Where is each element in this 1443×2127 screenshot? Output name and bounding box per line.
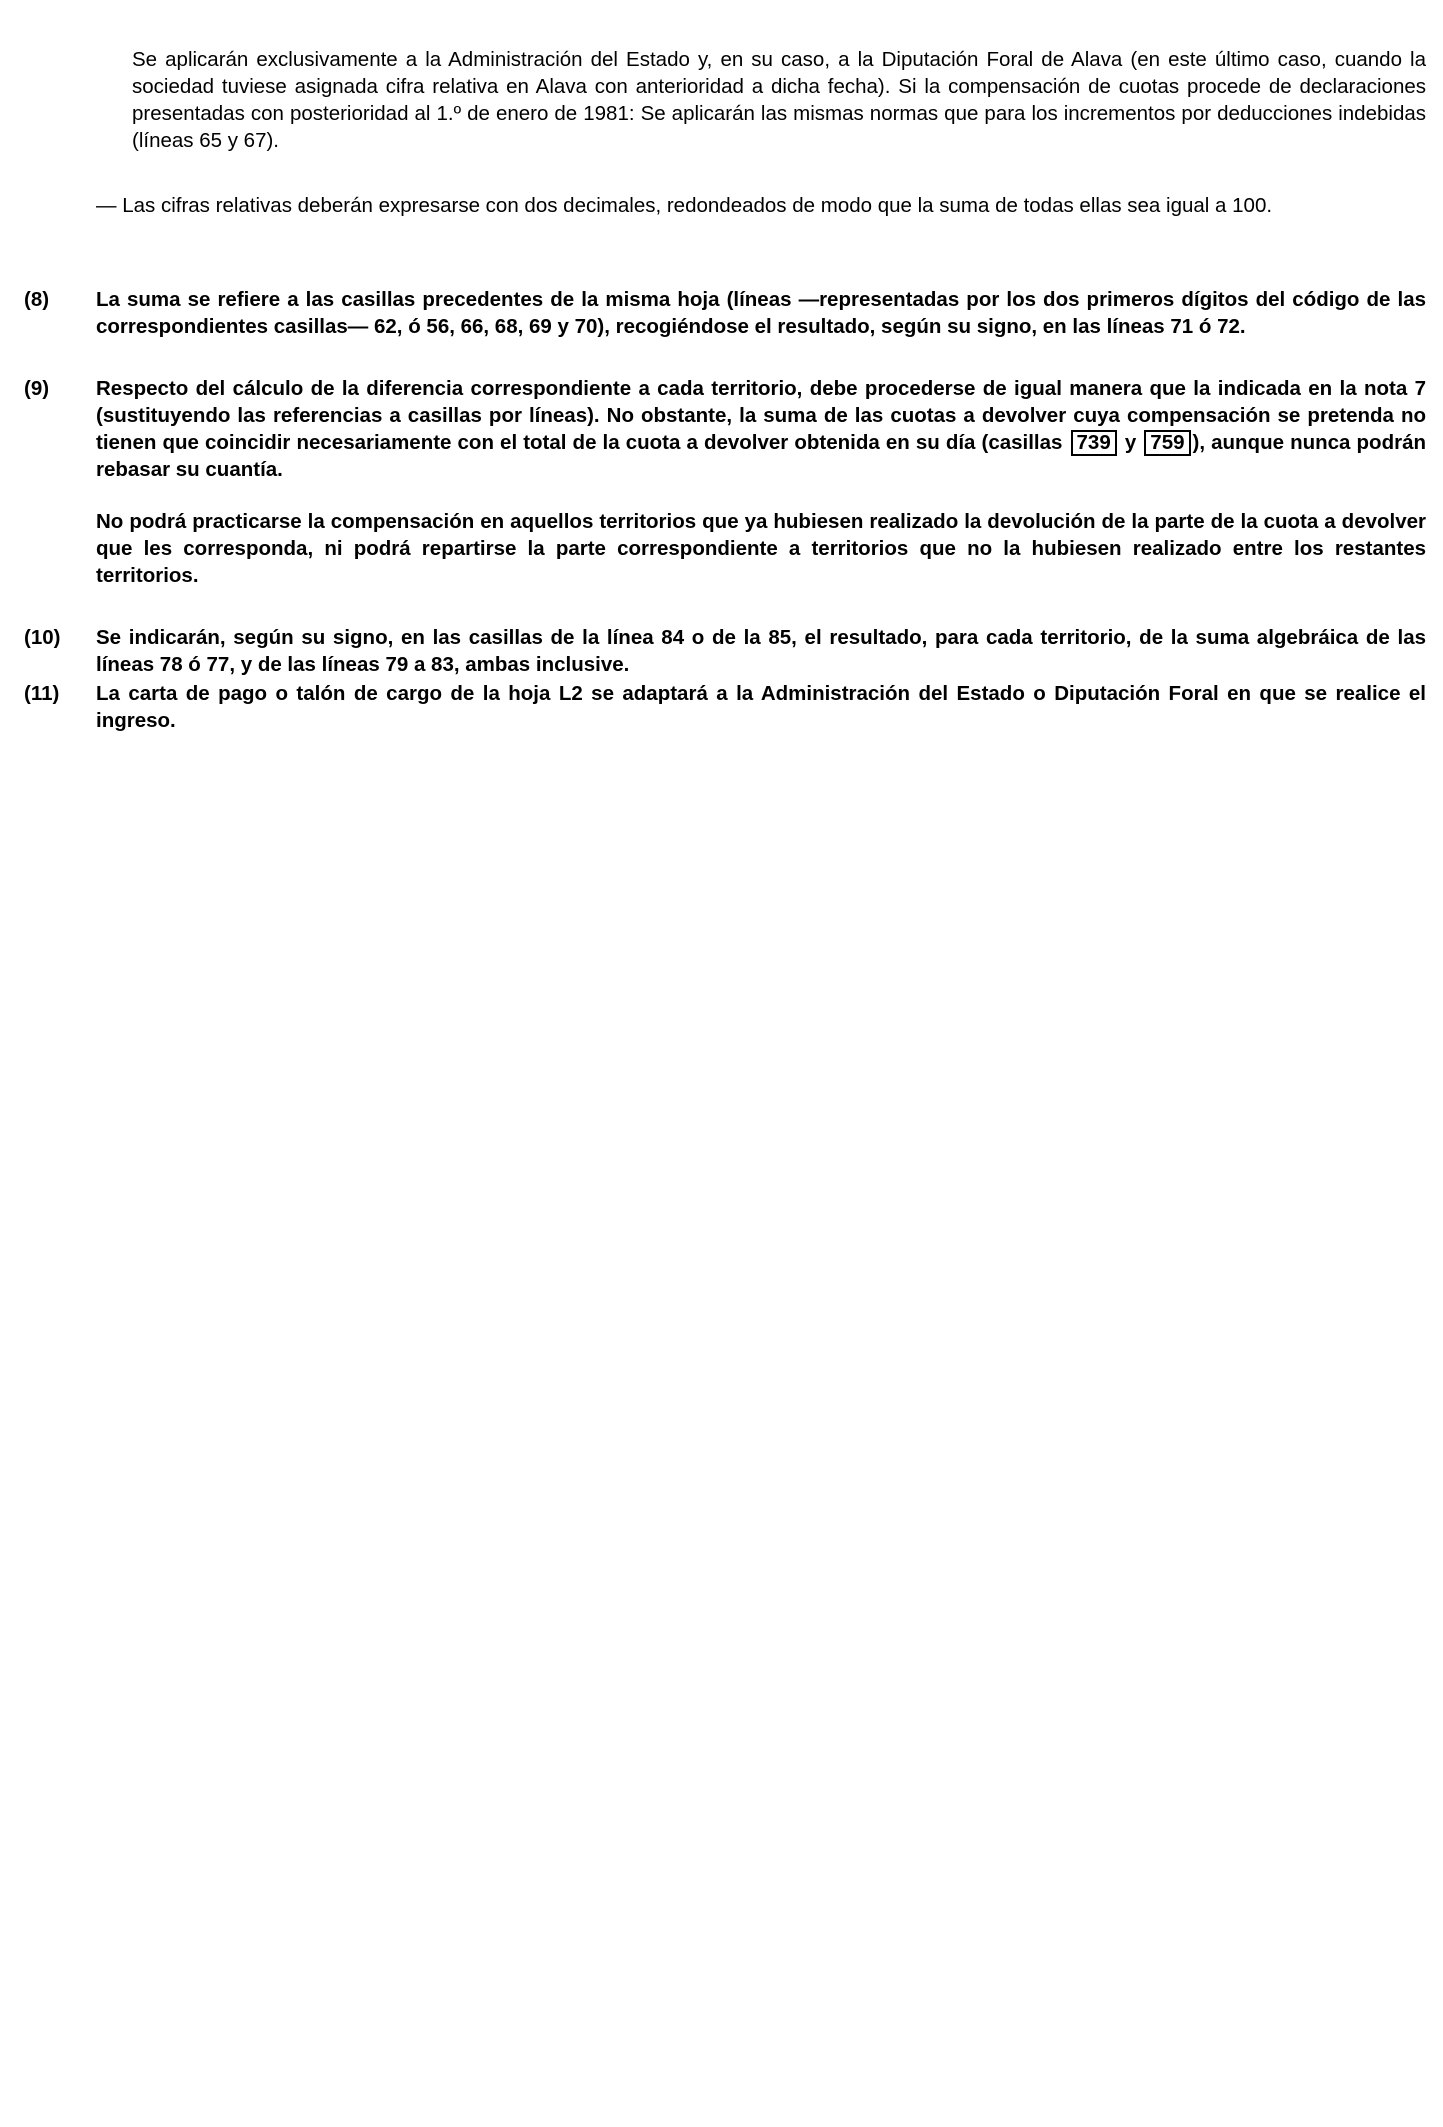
paragraph-alava-rules: Se aplicarán exclusivamente a la Administración del Estado y, en su caso, a la Diputación Foral de Alava (en este último caso, cuando la sociedad tuviese asignada cifra relativa en Alava con anterioridad a dicha fecha). Si la compensación de cuotas procede de declaraciones presentadas con posterioridad al 1.º de enero de 1981: Se aplicarán las mismas normas que para los incrementos por deducciones indebidas (líneas 65 y 67). <box>132 48 1426 152</box>
connector-text: y <box>1124 431 1137 454</box>
note-9 <box>24 375 1426 483</box>
note-number: (8) <box>24 288 50 311</box>
note-text-after: ), aunque nunca podrán rebasar su cuantía. <box>96 431 1426 481</box>
note-number: (11) <box>24 682 60 705</box>
note-text <box>96 375 1426 483</box>
note-11 <box>24 680 1426 734</box>
note-text: Se indicarán, según su signo, en las casillas de la línea 84 o de la 85, el resultado, para cada territorio, de la suma algebráica de las líneas 78 ó 77, y de las líneas 79 a 83, ambas inclusive. <box>96 626 1426 676</box>
box-number: 759 <box>1144 430 1190 456</box>
note-text: La carta de pago o talón de cargo de la hoja L2 se adaptará a la Administración del Estado o Diputación Foral en que se realice el ingreso. <box>96 682 1426 732</box>
note-10 <box>24 624 1426 678</box>
note-number: (10) <box>24 626 61 649</box>
note-text: La suma se refiere a las casillas precedentes de la misma hoja (líneas —representadas por los dos primeros dígitos del código de las correspondientes casillas— 62, ó 56, 66, 68, 69 y 70), recogiéndose el resultado, según su signo, en las líneas 71 ó 72. <box>96 288 1426 338</box>
paragraph-relative-figures: — Las cifras relativas deberán expresarse con dos decimales, redondeados de modo que la suma de todas ellas sea igual a 100. <box>96 194 1273 217</box>
note-8 <box>24 286 1426 340</box>
note-9-continuation <box>24 508 1426 589</box>
note-text: No podrá practicarse la compensación en aquellos territorios que ya hubiesen realizado la devolución de la parte de la cuota a devolver que les corresponda, ni podrá repartirse la parte correspondiente a territorios que no la hubiesen realizado entre los restantes territorios. <box>96 510 1426 587</box>
note-text-before: Respecto del cálculo de la diferencia correspondiente a cada territorio, debe procederse de igual manera que la indicada en la nota 7 (sustituyendo las referencias a casillas por líneas). No obstante, la suma de las cuotas a devolver cuya compensación se pretenda no tienen que coincidir necesariamente con el total de la cuota a devolver obtenida en su día (casillas <box>96 377 1426 454</box>
blank-area <box>0 780 1443 2127</box>
box-number: 739 <box>1071 430 1117 456</box>
note-number: (9) <box>24 377 50 400</box>
